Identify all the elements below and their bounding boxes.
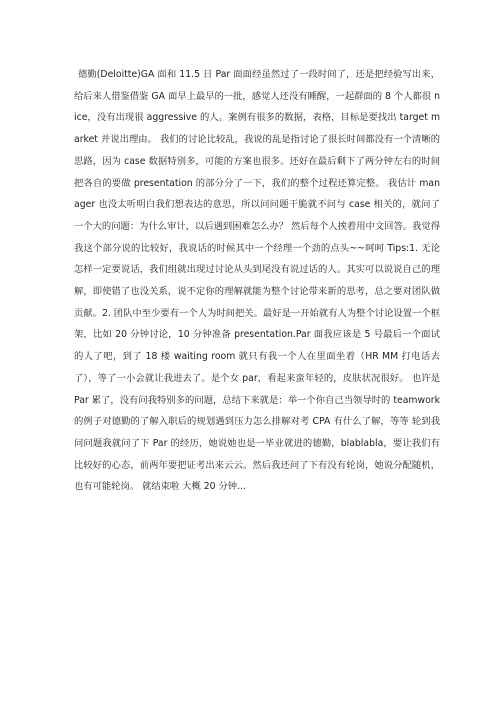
document-body	[74, 64, 440, 498]
body-paragraph: 德勤(Deloitte)GA 面和 11.5 日 Par 面面经虽然过了一段时间了，还是把经验写出来，给后来人借鉴借鉴 GA 面早上最早的一批，感觉人还没有睡醒，一起群面的 8 个人都很 nice，没有出现很 aggressive 的人。案例有很多的数据，表格，目标是要找出 target market 并说出理由。 我们的讨论比较乱，我说的乱是指讨论了很长时间都没有一个清晰的思路，因为 case 数据特别多，可能的方案也很多。还好在最后剩下了两分钟左右的时间把各自的要做 presentation 的部分分了一下，我们的整个过程还算完整。 我估计 manager 也没太听明白我们想表达的意思，所以问问题干脆就不问与 case 相关的，就问了一个大的问题：为什么审计，以后遇到困难怎么办？ 然后每个人挨着用中文回答。我觉得我这个部分说的比较好，我说话的时候其中一个经理一个劲的点头~~呵呵 Tips:1. 无论怎样一定要说话，我们组就出现过讨论从头到尾没有说过话的人。其实可以说说自己的理解，即使错了也没关系，说不定你的理解就能为整个讨论带来新的思考，总之要对团队做贡献。2. 团队中至少要有一个人为时间把关。最好是一开始就有人为整个讨论设置一个框架，比如 20 分钟讨论，10 分钟准备 presentation.Par 面我应该是 5 号最后一个面试的人了吧，到了 18 楼 waiting room 就只有我一个人在里面坐着（HR MM 打电话去了），等了一小会就让我进去了。是个女 par，看起来蛮年轻的，皮肤状况很好。 也许是 Par 累了，没有问我特别多的问题，总结下来就是：举一个你自己当领导时的 teamwork 的例子对德勤的了解入职后的规划遇到压力怎么排解对考 CPA 有什么了解，等等 轮到我问问题我就问了下 Par 的经历，她说她也是一毕业就进的德勤，blablabla，要让我们有比较好的心态，前两年要把证考出来云云。然后我还问了下有没有轮岗，她说分配随机，也有可能轮岗。 就结束啦 大概 20 分钟...	[74, 69, 440, 493]
